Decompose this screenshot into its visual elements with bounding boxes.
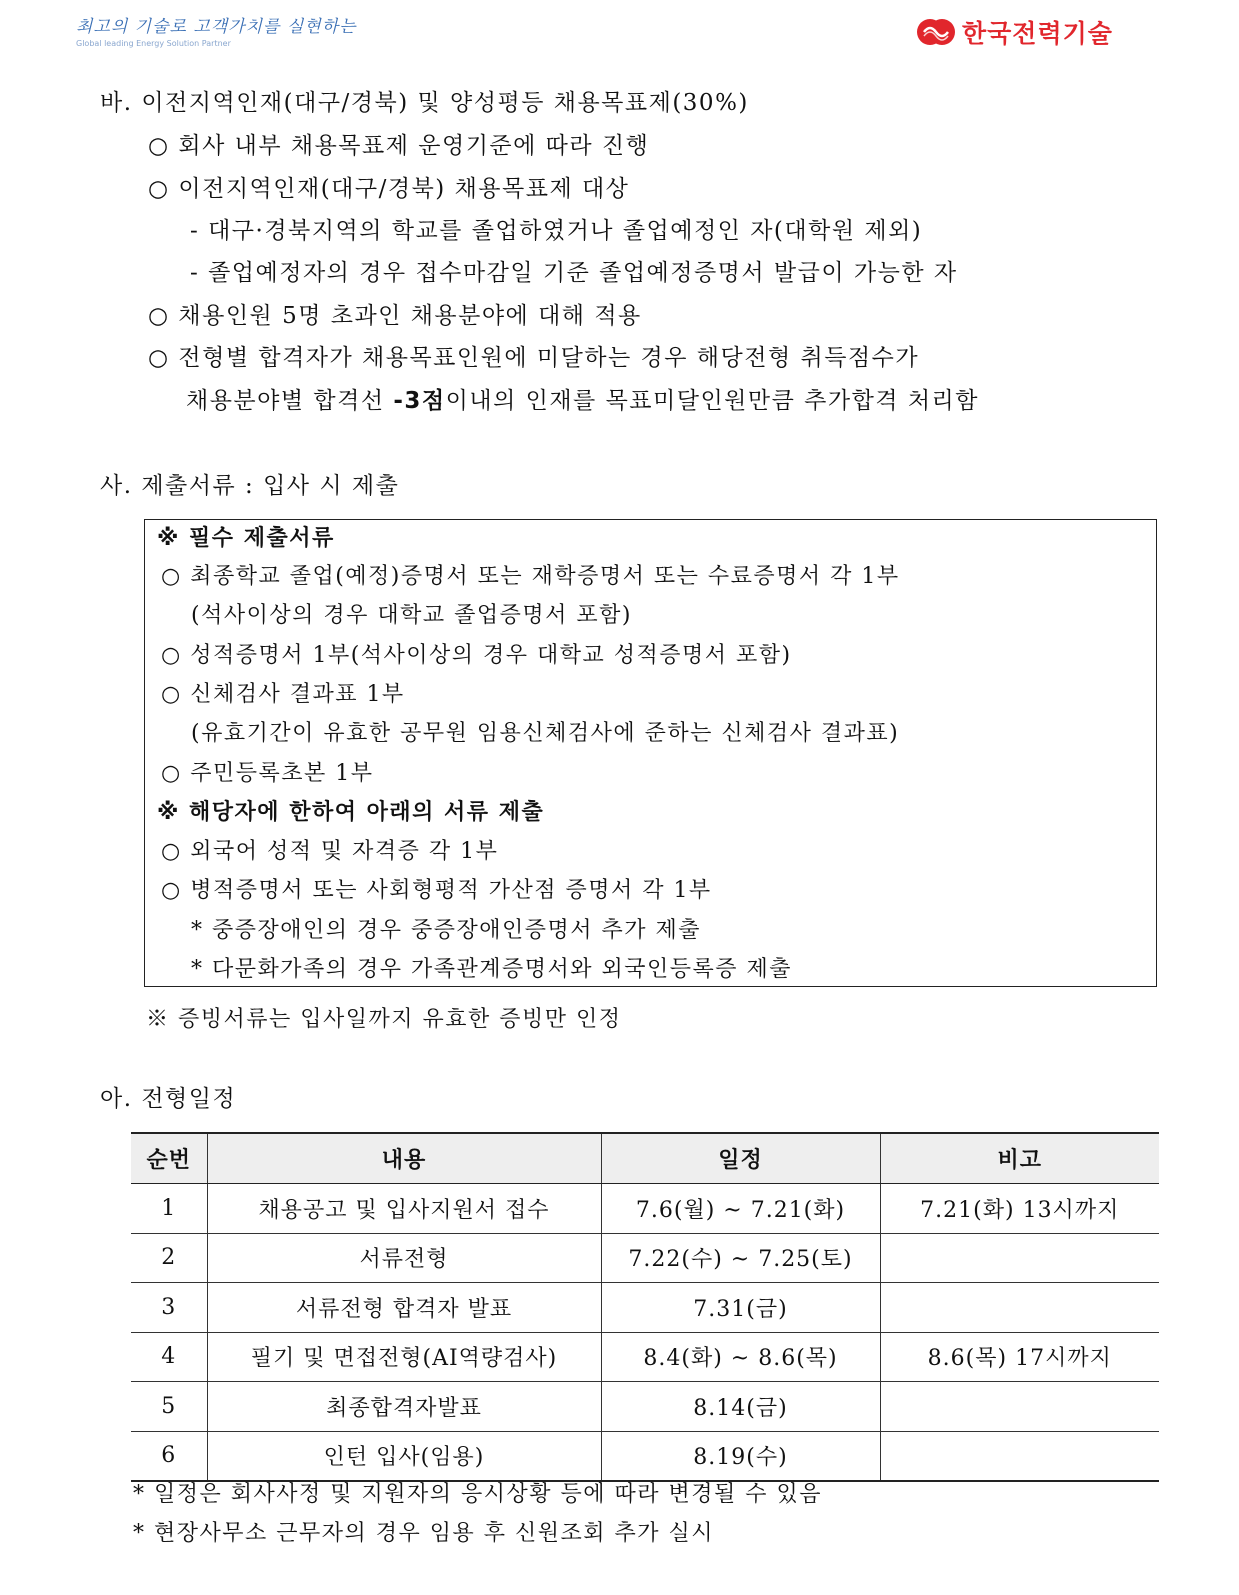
cell-no: 3	[131, 1283, 207, 1333]
ba-item-1: ○ 회사 내부 채용목표제 운영기준에 따라 진행	[148, 133, 650, 159]
cell-remarks	[880, 1283, 1159, 1333]
cell-schedule: 7.6(월) ~ 7.21(화)	[601, 1184, 880, 1234]
cell-remarks: 7.21(화) 13시까지	[880, 1184, 1159, 1234]
table-row	[131, 1283, 1159, 1333]
schedule-table	[131, 1132, 1159, 1482]
ba-subitem-2: - 졸업예정자의 경우 접수마감일 기준 졸업예정증명서 발급이 가능한 자	[190, 260, 958, 286]
ba-subitem-1: - 대구·경북지역의 학교를 졸업하였거나 졸업예정인 자(대학원 제외)	[190, 218, 923, 244]
ba-item-4-continued	[186, 386, 979, 416]
header-cell-no: 순번	[131, 1133, 207, 1184]
cell-schedule: 8.4(화) ~ 8.6(목)	[601, 1332, 880, 1382]
box-heading-required: ※ 필수 제출서류	[157, 526, 335, 551]
required-documents-box	[144, 519, 1157, 987]
cell-content: 채용공고 및 입사지원서 접수	[207, 1184, 601, 1234]
box-item-3: ○ 신체검사 결과표 1부	[161, 682, 405, 707]
schedule-footnote-1: * 일정은 회사사정 및 지원자의 응시상황 등에 따라 변경될 수 있음	[133, 1482, 822, 1507]
cell-remarks	[880, 1382, 1159, 1432]
cell-schedule: 7.31(금)	[601, 1283, 880, 1333]
company-logo	[916, 14, 1113, 50]
table-row	[131, 1382, 1159, 1432]
cell-no: 6	[131, 1431, 207, 1481]
slogan	[76, 12, 357, 48]
slogan-text: 최고의 기술로 고객가치를 실현하는	[76, 17, 357, 37]
box-item-6: ○ 병적증명서 또는 사회형평적 가산점 증명서 각 1부	[161, 878, 712, 903]
ba-item-3: ○ 채용인원 5명 초과인 채용분야에 대해 적용	[148, 303, 642, 329]
cell-remarks: 8.6(목) 17시까지	[880, 1332, 1159, 1382]
table-row	[131, 1332, 1159, 1382]
box-item-6-note-1: * 중증장애인의 경우 중증장애인증명서 추가 제출	[191, 918, 702, 943]
kepco-logo-icon	[916, 16, 956, 48]
cell-content: 서류전형 합격자 발표	[207, 1283, 601, 1333]
section-ba-title: 바. 이전지역인재(대구/경북) 및 양성평등 채용목표제(30%)	[100, 90, 749, 116]
box-item-1-note: (석사이상의 경우 대학교 졸업증명서 포함)	[191, 603, 632, 628]
cell-content: 인턴 입사(임용)	[207, 1431, 601, 1481]
table-row	[131, 1431, 1159, 1481]
cell-no: 1	[131, 1184, 207, 1234]
header-cell-content: 내용	[207, 1133, 601, 1184]
box-item-3-note: (유효기간이 유효한 공무원 임용신체검사에 준하는 신체검사 결과표)	[191, 721, 900, 746]
section-sa-title: 사. 제출서류 : 입사 시 제출	[100, 473, 400, 499]
header-cell-remarks: 비고	[880, 1133, 1159, 1184]
table-row	[131, 1184, 1159, 1234]
page-header	[0, 0, 1239, 70]
ba-last-pre: 채용분야별 합격선	[186, 388, 394, 414]
box-item-6-note-2: * 다문화가족의 경우 가족관계증명서와 외국인등록증 제출	[191, 957, 793, 982]
ba-item-2: ○ 이전지역인재(대구/경북) 채용목표제 대상	[148, 176, 630, 202]
cell-no: 2	[131, 1233, 207, 1283]
cell-content: 필기 및 면접전형(AI역량검사)	[207, 1332, 601, 1382]
cell-no: 5	[131, 1382, 207, 1432]
box-item-4: ○ 주민등록초본 1부	[161, 761, 374, 786]
cell-schedule: 7.22(수) ~ 7.25(토)	[601, 1233, 880, 1283]
schedule-footnote-2: * 현장사무소 근무자의 경우 임용 후 신원조회 추가 실시	[133, 1521, 714, 1546]
cell-remarks	[880, 1431, 1159, 1481]
ba-item-4: ○ 전형별 합격자가 채용목표인원에 미달하는 경우 해당전형 취득점수가	[148, 345, 920, 371]
cell-no: 4	[131, 1332, 207, 1382]
table-header-row	[131, 1133, 1159, 1184]
cell-schedule: 8.19(수)	[601, 1431, 880, 1481]
box-item-5: ○ 외국어 성적 및 자격증 각 1부	[161, 839, 499, 864]
box-heading-conditional: ※ 해당자에 한하여 아래의 서류 제출	[157, 800, 545, 825]
section-a-title: 아. 전형일정	[100, 1086, 237, 1112]
box-item-2: ○ 성적증명서 1부(석사이상의 경우 대학교 성적증명서 포함)	[161, 643, 792, 668]
cell-content: 최종합격자발표	[207, 1382, 601, 1432]
cell-content: 서류전형	[207, 1233, 601, 1283]
header-cell-schedule: 일정	[601, 1133, 880, 1184]
table-row	[131, 1233, 1159, 1283]
ba-last-bold: -3점	[393, 388, 446, 414]
cell-remarks	[880, 1233, 1159, 1283]
ba-last-post: 이내의 인재를 목표미달인원만큼 추가합격 처리함	[445, 388, 979, 414]
cell-schedule: 8.14(금)	[601, 1382, 880, 1432]
slogan-subtext: Global leading Energy Solution Partner	[76, 39, 231, 48]
documents-note: ※ 증빙서류는 입사일까지 유효한 증빙만 인정	[146, 1007, 622, 1032]
box-item-1: ○ 최종학교 졸업(예정)증명서 또는 재학증명서 또는 수료증명서 각 1부	[161, 564, 900, 589]
company-name: 한국전력기술	[962, 19, 1113, 48]
